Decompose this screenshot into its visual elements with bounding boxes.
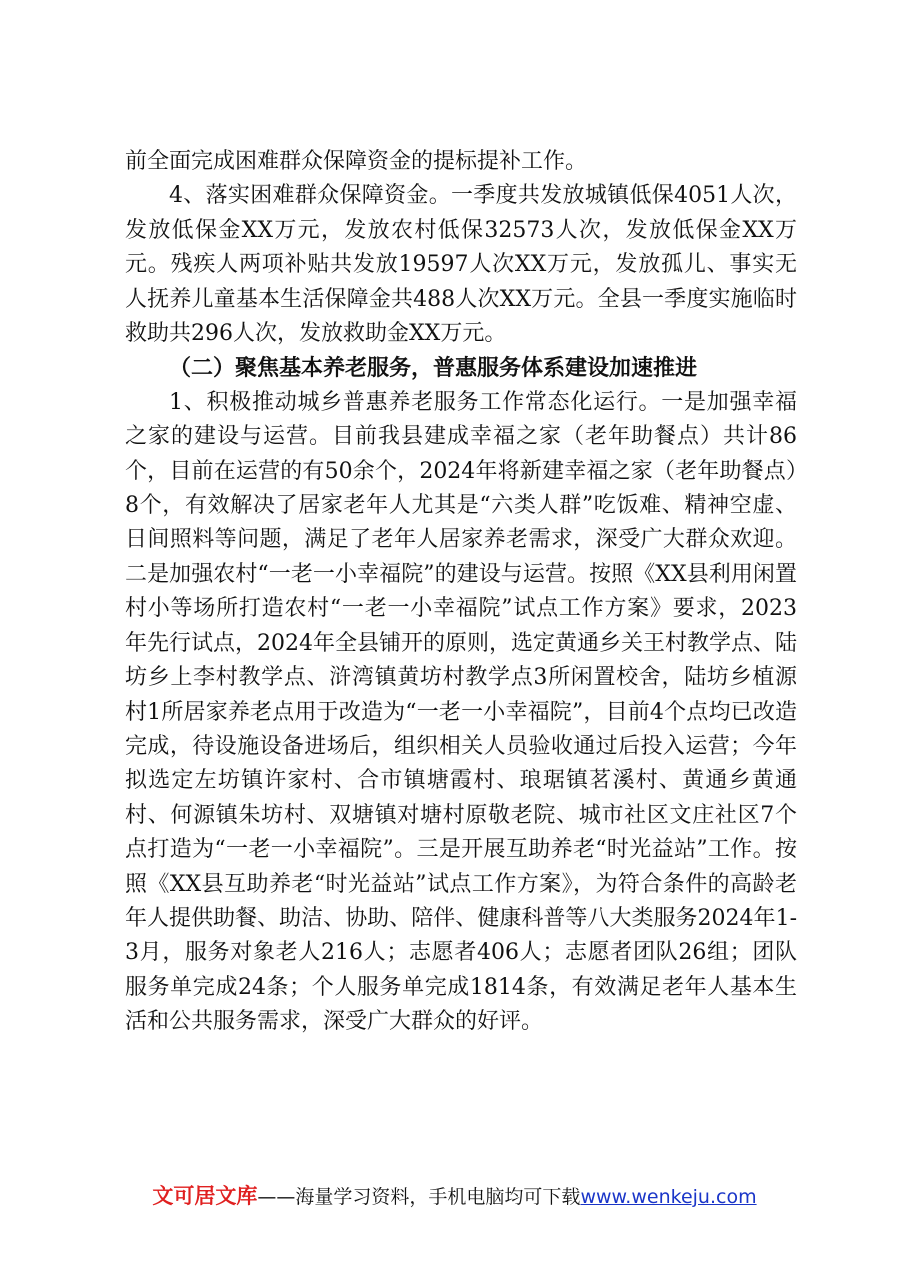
footer-website-link[interactable]: www.wenkeju.com xyxy=(580,1186,757,1208)
footer-brand: 文可居文库 xyxy=(152,1184,258,1208)
footer-tagline: ——海量学习资料，手机电脑均可下载 xyxy=(257,1186,581,1208)
document-body xyxy=(125,145,797,1040)
paragraph-subsidy-funds: 4、落实困难群众保障资金。一季度共发放城镇低保4051人次，发放低保金XX万元，发放农村低保32573人次，发放低保金XX万元。残疾人两项补贴共发放19597人次XX万元，发放孤儿、事实无人抚养儿童基本生活保障金共488人次XX万元。全县一季度实施临时救助共296人次，发放救助金XX万元。 xyxy=(125,183,797,347)
paragraph-continuation: 前全面完成困难群众保障资金的提标提补工作。 xyxy=(125,149,588,174)
footer-banner xyxy=(0,1182,909,1211)
paragraph-elderly-services: 1、积极推动城乡普惠养老服务工作常态化运行。一是加强幸福之家的建设与运营。目前我县建成幸福之家（老年助餐点）共计86个，目前在运营的有50余个，2024年将新建幸福之家（老年助餐点）8个，有效解决了居家老年人尤其是“六类人群”吃饭难、精神空虚、日间照料等问题，满足了老年人居家养老需求，深受广大群众欢迎。二是加强农村“一老一小幸福院”的建设与运营。按照《XX县利用闲置村小等场所打造农村“一老一小幸福院”试点工作方案》要求，2023年先行试点，2024年全县铺开的原则，选定黄通乡关王村教学点、陆坊乡上李村教学点、浒湾镇黄坊村教学点3所闲置校舍，陆坊乡植源村1所居家养老点用于改造为“一老一小幸福院”，目前4个点均已改造完成，待设施设备进场后，组织相关人员验收通过后投入运营；今年拟选定左坊镇许家村、合市镇塘霞村、琅琚镇茗溪村、黄通乡黄通村、何源镇朱坊村、双塘镇对塘村原敬老院、城市社区文庄社区7个点打造为“一老一小幸福院”。三是开展互助养老“时光益站”工作。按照《XX县互助养老“时光益站”试点工作方案》，为符合条件的高龄老年人提供助餐、助洁、协助、陪伴、健康科普等八大类服务2024年1-3月，服务对象老人216人；志愿者406人；志愿者团队26组；团队服务单完成24条；个人服务单完成1814条，有效满足老年人基本生活和公共服务需求，深受广大群众的好评。 xyxy=(125,389,797,1035)
section-heading-elderly-services: （二）聚焦基本养老服务，普惠服务体系建设加速推进 xyxy=(169,355,698,382)
